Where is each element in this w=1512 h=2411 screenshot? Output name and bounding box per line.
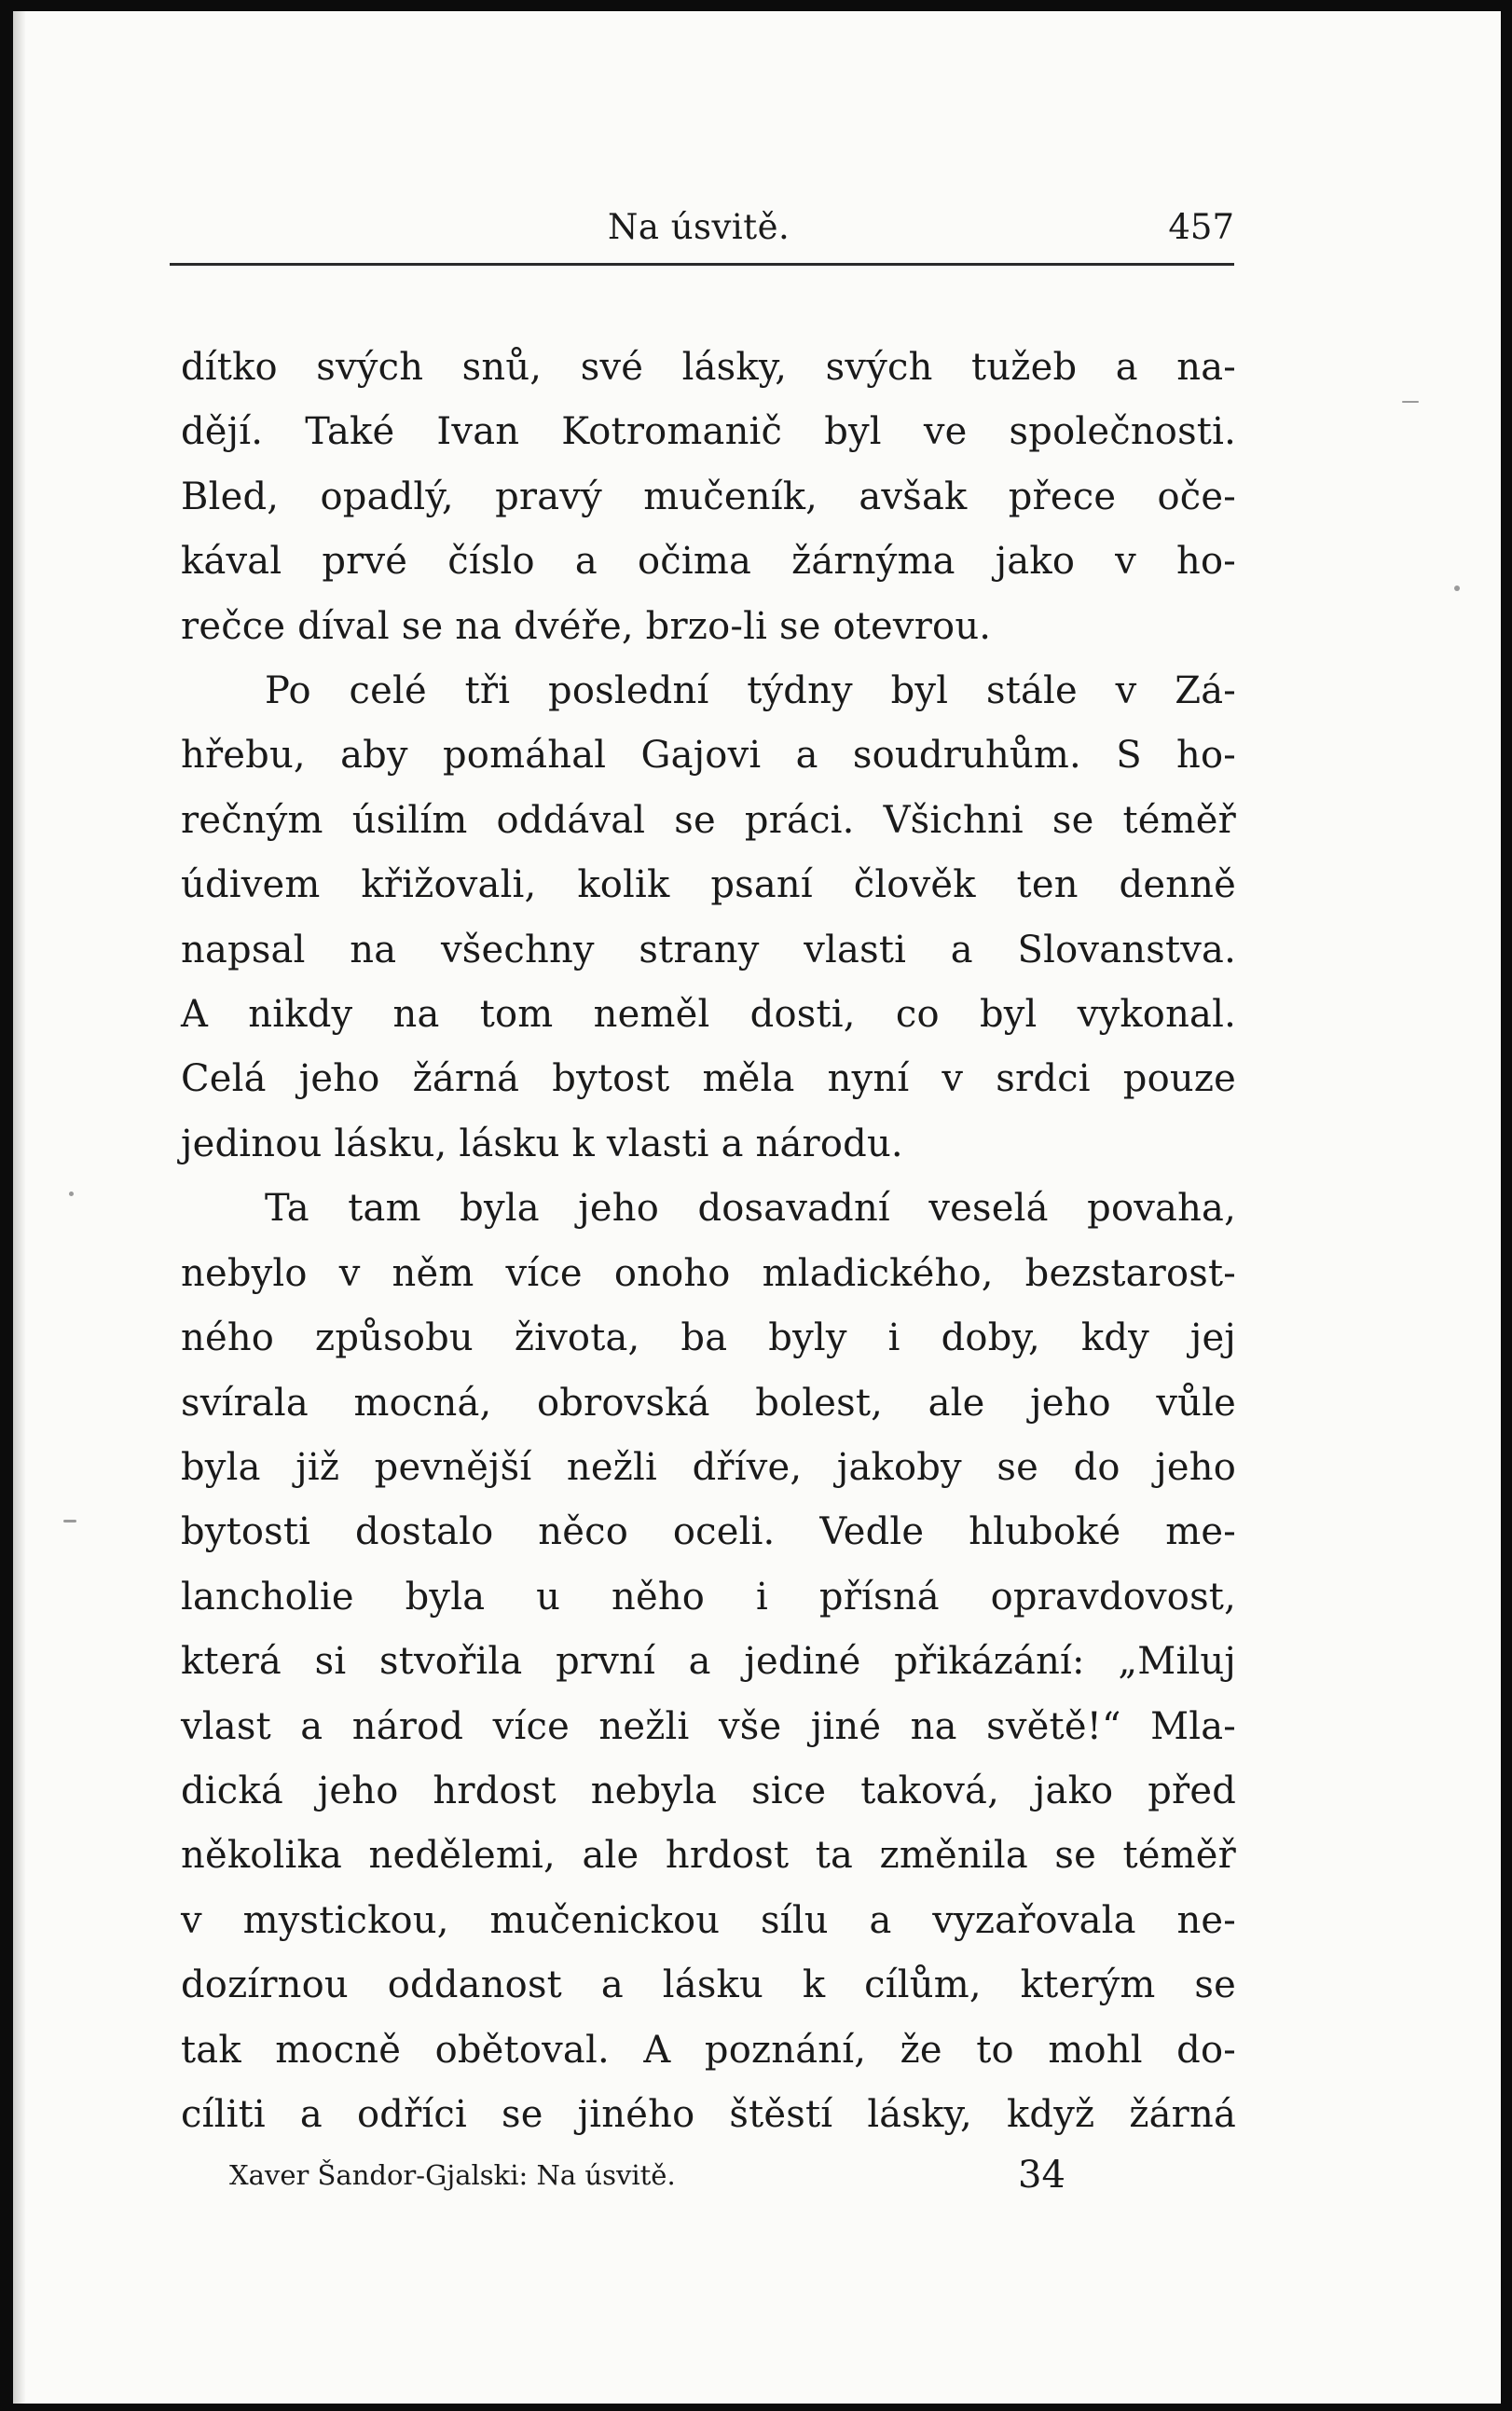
- running-title: Na úsvitě.: [608, 207, 790, 247]
- text-line: napsal na všechny strany vlasti a Slovanstva.: [181, 928, 1236, 971]
- text-line: vlast a národ více nežli vše jiné na světě!“ Mla-: [181, 1704, 1236, 1748]
- text-line: Ta tam byla jeho dosavadní veselá povaha,: [265, 1187, 1236, 1231]
- text-line: bytosti dostalo něco oceli. Vedle hluboké me-: [181, 1510, 1236, 1554]
- signature-line: Xaver Šandor-Gjalski: Na úsvitě.: [229, 2159, 676, 2191]
- running-header: [170, 196, 1234, 270]
- text-line: cíliti a odříci se jiného štěstí lásky, když žárná: [181, 2092, 1236, 2136]
- text-line: která si stvořila první a jediné přikázání: „Miluj: [181, 1640, 1236, 1684]
- page-gutter-shadow: [13, 11, 26, 2404]
- header-rule: [170, 263, 1234, 266]
- page-number: 457: [1168, 207, 1234, 247]
- text-line: Celá jeho žárná bytost měla nyní v srdci pouze: [181, 1057, 1236, 1101]
- text-line: Po celé tři poslední týdny byl stále v Zá-: [265, 669, 1236, 713]
- text-line: jedinou lásku, lásku k vlasti a národu.: [181, 1122, 903, 1165]
- text-line: kával prvé číslo a očima žárnýma jako v ho-: [181, 540, 1236, 584]
- text-line: rečce díval se na dvéře, brzo-li se otevrou.: [181, 604, 992, 648]
- paper-speck: [1402, 401, 1419, 403]
- paper-speck: [63, 1520, 76, 1522]
- text-line: dějí. Také Ivan Kotromanič byl ve společnosti.: [181, 410, 1236, 454]
- text-line: A nikdy na tom neměl dosti, co byl vykonal.: [181, 993, 1236, 1037]
- page-footer: [13, 2152, 1501, 2208]
- text-line: byla již pevnější nežli dříve, jakoby se do jeho: [181, 1445, 1236, 1489]
- paper-speck: [1454, 586, 1460, 591]
- text-line: svírala mocná, obrovská bolest, ale jeho vůle: [181, 1381, 1236, 1425]
- body-text: [181, 336, 1236, 2147]
- text-line: tak mocně obětoval. A poznání, že to mohl do-: [181, 2028, 1236, 2072]
- book-page: [13, 11, 1501, 2404]
- paper-speck: [69, 1192, 74, 1196]
- text-line: několika nedělemi, ale hrdost ta změnila se téměř: [181, 1834, 1236, 1878]
- text-line: Bled, opadlý, pravý mučeník, avšak přece oče-: [181, 475, 1236, 518]
- text-line: hřebu, aby pomáhal Gajovi a soudruhům. S ho-: [181, 734, 1236, 778]
- sheet-number: 34: [1018, 2154, 1065, 2197]
- text-line: dozírnou oddanost a lásku k cílům, kterým se: [181, 1963, 1236, 2007]
- text-line: údivem křižovali, kolik psaní člověk ten denně: [181, 863, 1236, 907]
- text-line: dítko svých snů, své lásky, svých tužeb a na-: [181, 346, 1236, 389]
- text-line: lancholie byla u něho i přísná opravdovost,: [181, 1575, 1236, 1619]
- text-line: rečným úsilím oddával se práci. Všichni se téměř: [181, 798, 1236, 842]
- text-line: ného způsobu života, ba byly i doby, kdy jej: [181, 1316, 1236, 1360]
- text-line: dická jeho hrdost nebyla sice taková, jako před: [181, 1769, 1236, 1812]
- text-line: v mystickou, mučenickou sílu a vyzařovala ne-: [181, 1898, 1236, 1942]
- text-line: nebylo v něm více onoho mladického, bezstarost-: [181, 1251, 1236, 1295]
